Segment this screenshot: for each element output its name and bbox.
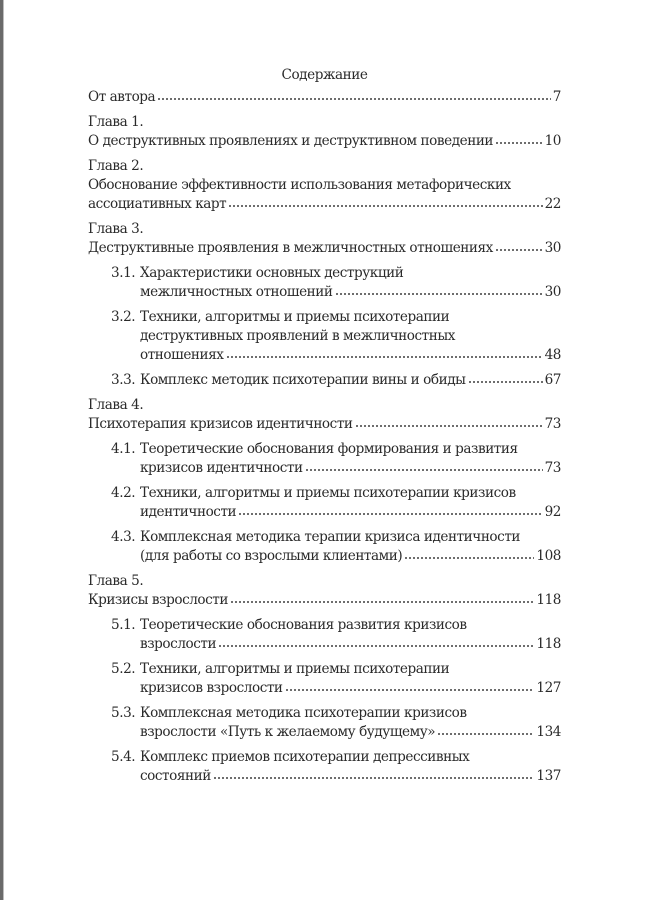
toc-entry-line: Глава 3.	[88, 221, 144, 237]
dot-leader	[213, 776, 535, 780]
toc-entry-text: межличностных отношений	[140, 284, 333, 300]
section-number: 5.2.	[111, 661, 136, 677]
section-number: 4.3.	[111, 529, 136, 545]
toc-subentry-body	[140, 748, 561, 786]
page-number: 67	[544, 372, 561, 388]
toc-subentry-body	[140, 660, 561, 698]
toc-subentry	[111, 264, 561, 302]
toc-entry-text: взрослости «Путь к желаемому будущему»	[140, 724, 436, 740]
toc-entry-line: Техники, алгоритмы и приемы психотерапии	[140, 661, 450, 677]
section-number: 5.4.	[111, 749, 136, 765]
toc-leader-line[interactable]	[140, 635, 561, 654]
dot-leader	[355, 424, 543, 428]
page-number: 108	[536, 548, 561, 564]
toc-entry-text: ассоциативных карт	[88, 196, 227, 212]
toc-entry	[88, 157, 561, 214]
toc-leader-line[interactable]	[140, 679, 561, 698]
toc-entry-line: Глава 5.	[88, 573, 144, 589]
toc-entry-text: (для работы со взрослыми клиентами)	[140, 548, 403, 564]
page-number: 134	[536, 724, 561, 740]
dot-leader	[404, 556, 534, 560]
dot-leader	[468, 380, 543, 384]
toc-entry-text: кризисов идентичности	[140, 460, 303, 476]
dot-leader	[285, 688, 535, 692]
page-number: 30	[544, 284, 561, 300]
page-number: 48	[544, 347, 561, 363]
dot-leader	[495, 248, 543, 252]
toc-entry-text: О деструктивных проявлениях и деструктивном поведении	[88, 133, 494, 149]
toc-subentry	[111, 528, 561, 566]
dot-leader	[238, 512, 542, 516]
toc-subentry	[111, 748, 561, 786]
toc-entry	[88, 113, 561, 151]
page-number: 137	[536, 768, 561, 784]
toc-entry-text: состояний	[140, 768, 211, 784]
page-number: 118	[536, 592, 561, 608]
toc-subentry	[111, 616, 561, 654]
toc-subentry-body	[140, 371, 561, 390]
toc-subentry-body	[140, 484, 561, 522]
toc-subentry-body	[140, 528, 561, 566]
toc-entries	[88, 88, 561, 786]
toc-entry-line: Комплексная методика терапии кризиса идентичности	[140, 529, 521, 545]
toc-entry-text: От автора	[88, 89, 156, 105]
toc-entry-text: кризисов взрослости	[140, 680, 283, 696]
toc-subentry-body	[140, 308, 561, 365]
toc-subentry	[111, 660, 561, 698]
toc-leader-line[interactable]	[88, 88, 561, 107]
toc-leader-line[interactable]	[140, 723, 561, 742]
toc-entry-text: взрослости	[140, 636, 217, 652]
toc-entry	[88, 220, 561, 258]
toc-leader-line[interactable]	[88, 415, 561, 434]
page-number: 73	[544, 460, 561, 476]
toc-entry	[88, 572, 561, 610]
section-number: 5.3.	[111, 705, 136, 721]
toc-entry-line: Теоретические обоснования развития кризисов	[140, 617, 467, 633]
dot-leader	[157, 97, 551, 101]
dot-leader	[495, 141, 543, 145]
dot-leader	[335, 292, 543, 296]
toc-entry	[88, 396, 561, 434]
toc-subentry-body	[140, 616, 561, 654]
toc-entry-text: идентичности	[140, 504, 237, 520]
toc-entry-line: Техники, алгоритмы и приемы психотерапии	[140, 309, 450, 325]
page-number: 127	[536, 680, 561, 696]
page-number: 118	[536, 636, 561, 652]
dot-leader	[230, 600, 534, 604]
toc-subentry-body	[140, 264, 561, 302]
page-number: 22	[544, 196, 561, 212]
toc-title: Содержание	[281, 67, 368, 83]
toc-leader-line[interactable]	[140, 767, 561, 786]
page-number: 10	[544, 133, 561, 149]
toc-entry-line: деструктивных проявлений в межличностных	[140, 328, 455, 344]
toc-subentry	[111, 484, 561, 522]
section-number: 4.2.	[111, 485, 136, 501]
toc-leader-line[interactable]	[140, 283, 561, 302]
table-of-contents	[88, 66, 561, 792]
dot-leader	[226, 355, 543, 359]
dot-leader	[228, 204, 542, 208]
toc-entry-line: Глава 1.	[88, 114, 144, 130]
toc-entry-text: Психотерапия кризисов идентичности	[88, 416, 353, 432]
section-number: 4.1.	[111, 441, 136, 457]
toc-entry-text: Комплекс методик психотерапии вины и обиды	[140, 372, 466, 388]
toc-subentry-body	[140, 704, 561, 742]
toc-entry-line: Глава 2.	[88, 158, 144, 174]
toc-entry-line: Комплексная методика психотерапии кризисов	[140, 705, 467, 721]
toc-subentry	[111, 440, 561, 478]
toc-leader-line[interactable]	[140, 459, 561, 478]
dot-leader	[437, 732, 534, 736]
toc-leader-line[interactable]	[88, 195, 561, 214]
section-number: 3.1.	[111, 265, 136, 281]
toc-leader-line[interactable]	[140, 503, 561, 522]
toc-entry	[88, 88, 561, 107]
toc-entry-line: Обоснование эффективности использования метафорических	[88, 177, 511, 193]
toc-subentry-body	[140, 440, 561, 478]
toc-entry-text: отношениях	[140, 347, 224, 363]
toc-leader-line[interactable]	[140, 547, 561, 566]
toc-entry-text: Деструктивные проявления в межличностных отношениях	[88, 240, 493, 256]
page-left-edge	[0, 0, 4, 900]
dot-leader	[218, 644, 534, 648]
toc-leader-line[interactable]	[88, 591, 561, 610]
toc-entry-text: Кризисы взрослости	[88, 592, 228, 608]
toc-leader-line[interactable]	[88, 239, 561, 258]
toc-entry-line: Комплекс приемов психотерапии депрессивных	[140, 749, 470, 765]
toc-subentry	[111, 371, 561, 390]
toc-entry-line: Характеристики основных деструкций	[140, 265, 404, 281]
toc-leader-line[interactable]	[140, 371, 561, 390]
dot-leader	[305, 468, 543, 472]
section-number: 3.3.	[111, 372, 136, 388]
toc-subentry	[111, 308, 561, 365]
toc-entry-line: Техники, алгоритмы и приемы психотерапии кризисов	[140, 485, 516, 501]
section-number: 5.1.	[111, 617, 136, 633]
toc-entry-line: Глава 4.	[88, 397, 144, 413]
page-number: 73	[544, 416, 561, 432]
page-number: 7	[552, 89, 561, 105]
toc-leader-line[interactable]	[140, 346, 561, 365]
section-number: 3.2.	[111, 309, 136, 325]
toc-leader-line[interactable]	[88, 132, 561, 151]
toc-subentry	[111, 704, 561, 742]
page-number: 92	[544, 504, 561, 520]
toc-entry-line: Теоретические обоснования формирования и развития	[140, 441, 518, 457]
page-number: 30	[544, 240, 561, 256]
